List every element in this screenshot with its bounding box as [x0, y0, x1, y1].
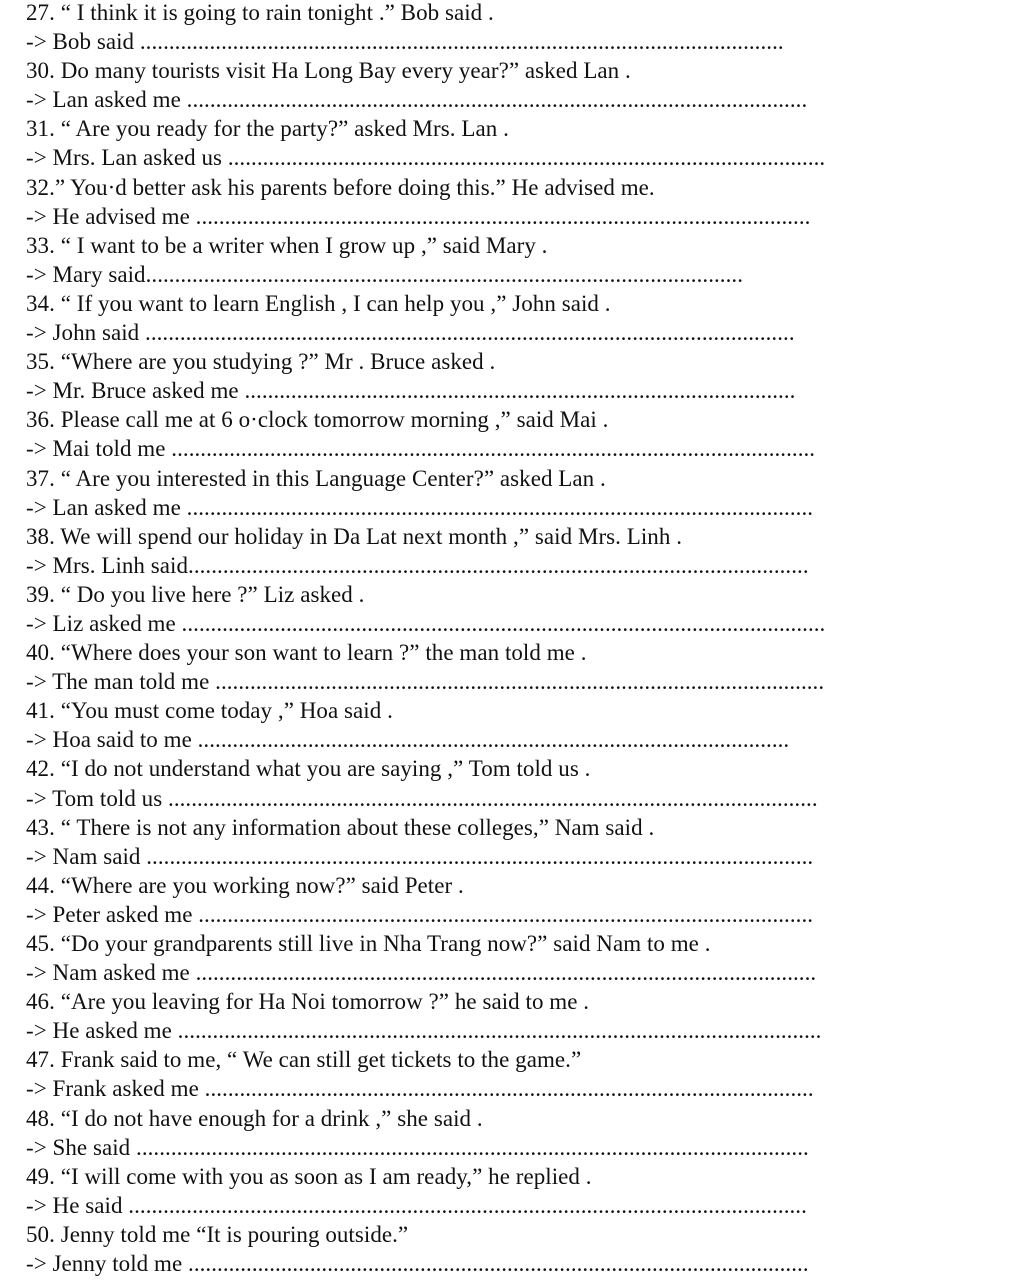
answer-prompt: -> Mrs. Linh said...........................................................................................................	[26, 552, 809, 578]
answer-prompt: -> Liz asked me ...............................................................................................................	[26, 610, 826, 636]
exercise-item	[26, 929, 1024, 987]
exercise-item	[26, 173, 1024, 231]
exercise-item	[26, 114, 1024, 172]
question-text: 44. “Where are you working now?” said Peter .	[26, 872, 464, 898]
exercise-item	[26, 813, 1024, 871]
answer-prompt: -> Hoa said to me ......................................................................................................	[26, 727, 790, 753]
question-text: 41. “You must come today ,” Hoa said .	[26, 698, 393, 724]
question-text: 31. “ Are you ready for the party?” asked Mrs. Lan .	[26, 116, 509, 142]
question-text: 38. We will spend our holiday in Da Lat next month ,” said Mrs. Linh .	[26, 523, 682, 549]
exercise-item	[26, 580, 1024, 638]
answer-prompt: -> Mary said.......................................................................................................	[26, 261, 743, 287]
answer-prompt: -> Lan asked me ............................................................................................................	[26, 494, 814, 520]
answer-prompt: -> Jenny told me ...........................................................................................................	[26, 1251, 809, 1277]
question-text: 32.” You·d better ask his parents before doing this.” He advised me.	[26, 174, 655, 200]
exercise-item	[26, 0, 1024, 56]
answer-prompt: -> Mrs. Lan asked us .......................................................................................................	[26, 145, 826, 171]
answer-prompt: -> He advised me ..........................................................................................................	[26, 203, 811, 229]
question-text: 46. “Are you leaving for Ha Noi tomorrow ?” he said to me .	[26, 989, 590, 1015]
question-text: 36. Please call me at 6 o·clock tomorrow morning ,” said Mai .	[26, 407, 609, 433]
exercise-item	[26, 987, 1024, 1045]
exercise-item	[26, 464, 1024, 522]
exercise-item	[26, 1045, 1024, 1103]
question-text: 39. “ Do you live here ?” Liz asked .	[26, 581, 365, 607]
exercise-item	[26, 347, 1024, 405]
exercise-item	[26, 696, 1024, 754]
question-text: 40. “Where does your son want to learn ?” the man told me .	[26, 640, 587, 666]
answer-prompt: -> She said ....................................................................................................................	[26, 1134, 809, 1160]
question-text: 33. “ I want to be a writer when I grow up ,” said Mary .	[26, 232, 548, 258]
exercise-item	[26, 1162, 1024, 1220]
question-text: 30. Do many tourists visit Ha Long Bay every year?” asked Lan .	[26, 58, 631, 84]
exercise-item	[26, 1220, 1024, 1278]
answer-prompt: -> Tom told us ................................................................................................................	[26, 785, 818, 811]
exercise-item	[26, 405, 1024, 463]
answer-prompt: -> Mr. Bruce asked me ...............................................................................................	[26, 378, 796, 404]
answer-prompt: -> Nam said ...................................................................................................................	[26, 843, 814, 869]
question-text: 49. “I will come with you as soon as I am ready,” he replied .	[26, 1163, 592, 1189]
answer-prompt: -> Peter asked me ..........................................................................................................	[26, 901, 814, 927]
question-text: 27. “ I think it is going to rain tonight .” Bob said .	[26, 0, 494, 25]
exercise-item	[26, 754, 1024, 812]
question-text: 42. “I do not understand what you are saying ,” Tom told us .	[26, 756, 591, 782]
exercise-list	[26, 0, 1024, 1278]
exercise-item	[26, 522, 1024, 580]
answer-prompt: -> Nam asked me ...........................................................................................................	[26, 960, 817, 986]
answer-prompt: -> John said ................................................................................................................	[26, 320, 795, 346]
answer-prompt: -> The man told me .........................................................................................................	[26, 669, 825, 695]
answer-prompt: -> Bob said ...............................................................................................................	[26, 29, 784, 55]
question-text: 34. “ If you want to learn English , I can help you ,” John said .	[26, 290, 611, 316]
answer-prompt: -> He said .....................................................................................................................	[26, 1192, 807, 1218]
answer-prompt: -> He asked me ...............................................................................................................	[26, 1018, 822, 1044]
exercise-item	[26, 871, 1024, 929]
exercise-item	[26, 289, 1024, 347]
answer-prompt: -> Frank asked me .........................................................................................................	[26, 1076, 814, 1102]
answer-prompt: -> Mai told me ...............................................................................................................	[26, 436, 816, 462]
exercise-item	[26, 56, 1024, 114]
answer-prompt: -> Lan asked me ...........................................................................................................	[26, 87, 808, 113]
question-text: 47. Frank said to me, “ We can still get tickets to the game.”	[26, 1047, 582, 1073]
question-text: 48. “I do not have enough for a drink ,” she said .	[26, 1105, 483, 1131]
exercise-item	[26, 231, 1024, 289]
question-text: 35. “Where are you studying ?” Mr . Bruce asked .	[26, 349, 496, 375]
exercise-item	[26, 638, 1024, 696]
question-text: 43. “ There is not any information about these colleges,” Nam said .	[26, 814, 655, 840]
exercise-item	[26, 1104, 1024, 1162]
question-text: 37. “ Are you interested in this Language Center?” asked Lan .	[26, 465, 606, 491]
question-text: 50. Jenny told me “It is pouring outside.”	[26, 1221, 409, 1247]
question-text: 45. “Do your grandparents still live in Nha Trang now?” said Nam to me .	[26, 931, 711, 956]
